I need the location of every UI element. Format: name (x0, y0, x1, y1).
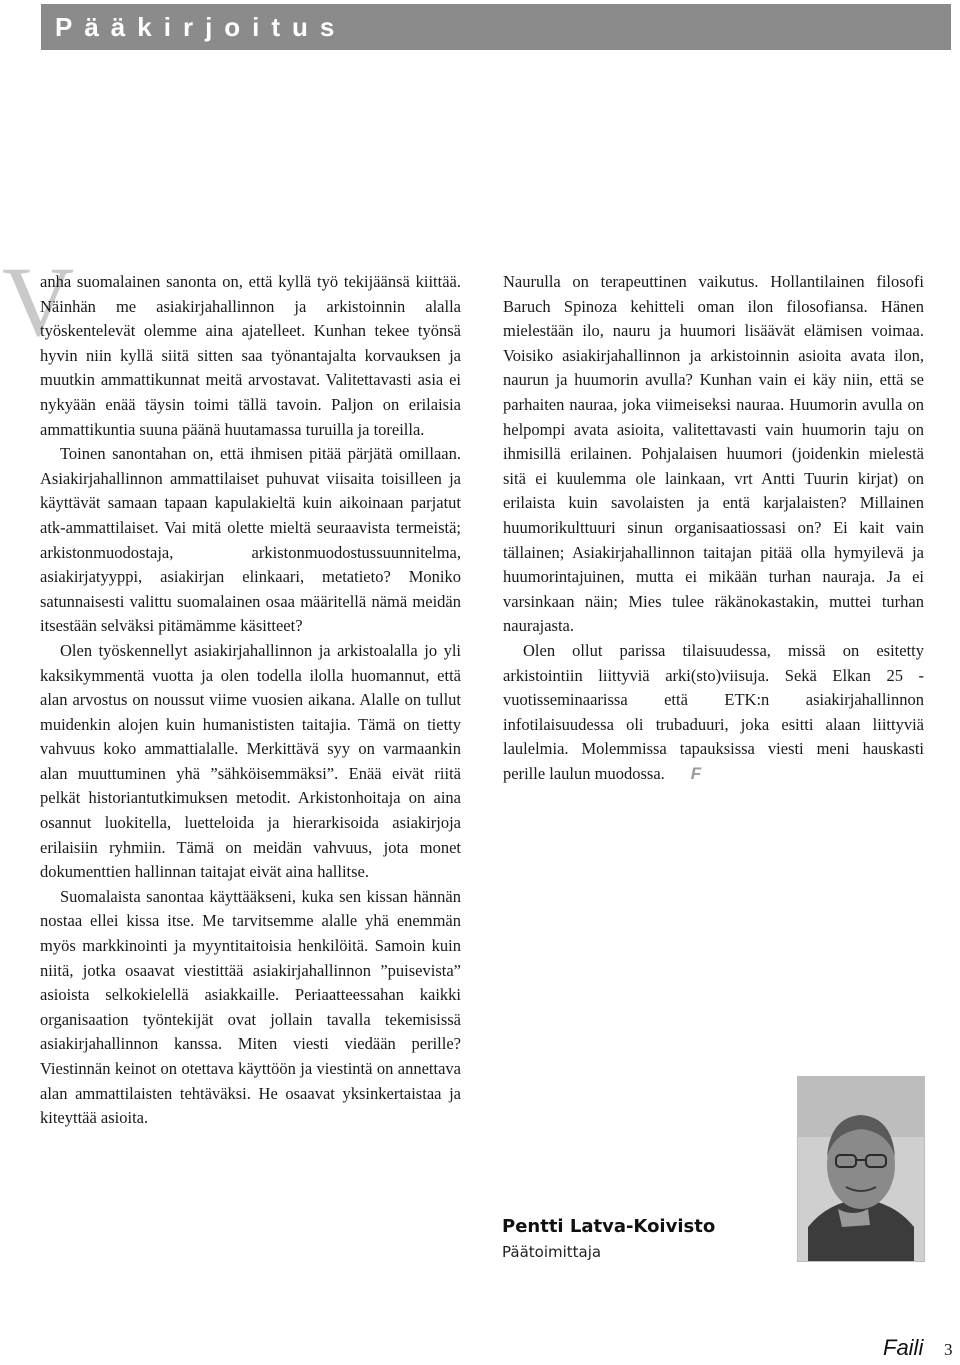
paragraph: Suomalaista sanontaa käyttääkseni, kuka sen kissan hännän nostaa ellei kissa itse. Me tarvitsemme alalle yhä enemmän myös markkinointi ja myyntitaitoisia henkilöitä. Samoin kuin niitä, jotka osaavat viestittää asiakirjahallinnon ”puisevista” asioista selkokielellä asiakkaille. Periaatteessahan kaikki organisaation työntekijät ovat jollain tavalla tekemisissä asiakirjahallinnon kanssa. Miten viesti viedään perille? Viestinnän keinot on otettava käyttöön ja viestintä on annettava alan ammattilaisten tehtäväksi. He osaavat yksinkertaistaa ja kiteyttää asioita. (40, 886, 461, 1128)
page-number: 3 (944, 1340, 953, 1359)
paragraph-text: Olen ollut parissa tilaisuudessa, missä on esitetty arkistointiin liittyviä arki(sto)viisuja. Sekä Elkan 25 -vuotisseminaarissa että ETK:n asiakirjahallinnon infotilaisuudessa oli trubaduuri, joka esitti alaan liittyviä laulelmia. Molemmissa tapauksissa viesti meni hauskasti perille laulun muodossa. (503, 640, 924, 783)
paragraph: Toinen sanontahan on, että ihmisen pitää pärjätä omillaan. Asiakirjahallinnon ammattilaiset puhuvat viisaita toisilleen ja käyttävät samaan tapaan kapulakieltä kuin aikoinaan parjatut atk-ammattilaiset. Vai mitä olette mieltä seuraavista termeistä; arkistonmuodostaja, arkistonmuodostussuunnitelma, asiakirjatyyppi, asiakirjan elinkaari, metatieto? Moniko satunnaisesti valittu suomalainen osaa määritellä nämä meidän itsestään selväksi pitämämme käsitteet? (40, 444, 461, 636)
paragraph: Naurulla on terapeuttinen vaikutus. Hollantilainen filosofi Baruch Spinoza kehitteli oman ilon filosofiansa. Hänen mielestään ilo, nauru ja huumori lisäävät elämisen voimaa. Voisiko asiakirjahallinnon ja arkistoinnin asioita avata ilon, naurun ja huumorin avulla? Kunhan vain ei käy niin, että se parhaiten nauraa, joka viimeiseksi nauraa. Huumorin avulla on helpompi avata asioita, valitettavasti vain huumorin taju on ihmisillä erilainen. Pohjalaisen huumori (joidenkin mielestä sitä ei kuulemma ole lainkaan, vrt Antti Tuurin kirjat) on erilaista kuin savolaisten ja entä karjalaisten? Millainen huumorikulttuuri sinun organisaatiossasi on? Ei kait vain tällainen; Asiakirjahallinnon taitajan pitää olla hymyilevä ja huumorintajuinen, mutta ei mikään turhan nauraja. Ja ei varsinkaan näin; Mies tulee räkänokastakin, muttei turhan naurajasta. (503, 272, 924, 636)
paragraph: Olen työskennellyt asiakirjahallinnon ja arkistoalalla jo yli kaksikymmentä vuotta ja olen todella ilolla huomannut, että alan arvostus on noussut viime vuosien aikana. Alalle on tullut muidenkin alojen kuin humanististen taitajia. Tämä on tietty vahvuus koko ammattialalle. Merkittävä syy on varmaankin alan muuttuminen yhä ”sähköisemmäksi”. Enää eivät riitä pelkät historiantutkimuksen metodit. Arkistonhoitaja on aina osannut luokitella, luetteloida ja hierarkisoida asiakirjoja erilaisiin ryhmiin. Tämä on meidän vahvuus, jota monet dokumenttien hallinnan taitajat eivät aina hallitse. (40, 640, 461, 882)
portrait-image (798, 1077, 924, 1261)
article-right-column (503, 270, 924, 786)
magazine-name: Faili (883, 1335, 924, 1360)
paragraph: anha suomalainen sanonta on, että kyllä työ tekijäänsä kiittää. Näinhän me asiakirjahallinnon ja arkistoinnin alalla työskentelevät olemme aina ajatelleet. Kunhan tekee työnsä hyvin niin kyllä siitä sitten saa työnantajalta korvauksen ja muutkin ammattikunnat meitä arvostavat. Valitettavasti asia ei nykyään enää täysin toimi tällä tavoin. Paljon on erilaisia ammattikuntia suuna päänä huutamassa turuilla ja toreilla. (40, 272, 461, 439)
author-name: Pentti Latva-Koivisto (502, 1216, 716, 1237)
paragraph (503, 639, 924, 787)
author-photo (797, 1076, 925, 1262)
article-left-column (40, 270, 461, 1131)
drop-cap: V (2, 246, 75, 357)
author-role: Päätoimittaja (502, 1243, 602, 1261)
header-bar (41, 4, 951, 50)
end-mark-icon: F (690, 763, 702, 783)
page-title: Pääkirjoitus (55, 12, 347, 42)
